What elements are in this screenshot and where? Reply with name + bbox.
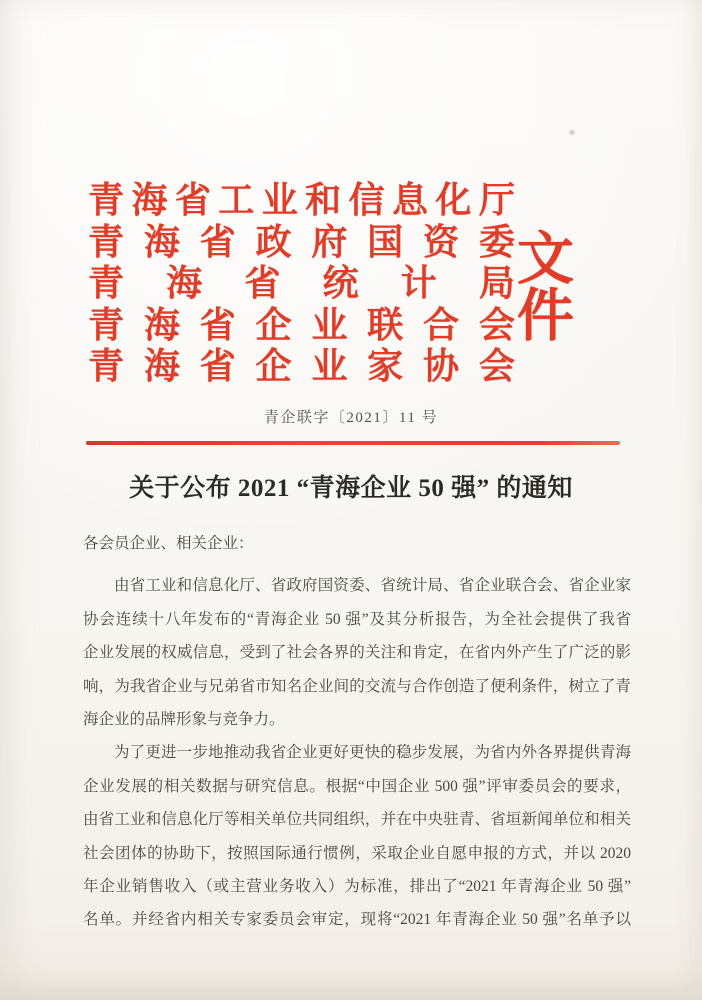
body-text-line: 年企业销售收入（或主营业务收入）为标准，排出了“2021 年青海企业 50 强”	[83, 877, 631, 895]
body-text-line: 社会团体的协助下，按照国际通行惯例，采取企业自愿申报的方式，并以 2020	[83, 844, 631, 862]
scan-artifact-speck	[568, 129, 576, 136]
salutation: 各会员企业、相关企业：	[83, 535, 254, 552]
body-text-line: 由省工业和信息化厅、省政府国资委、省统计局、省企业联合会、省企业家	[114, 577, 631, 595]
body-text-line: 协会连续十八年发布的“青海企业 50 强”及其分析报告，为全社会提供了我省	[83, 610, 631, 628]
paragraphs	[83, 569, 631, 936]
issuing-org-line: 青海省统计局	[88, 263, 515, 303]
issuing-org-line: 青海省政府国资委	[88, 221, 515, 262]
issuing-orgs	[88, 180, 515, 388]
body-text-line: 海企业的品牌形象与竞争力。	[83, 710, 285, 728]
body-text-line: 企业发展的权威信息，受到了社会各界的关注和肯定，在省内外产生了广泛的影	[83, 644, 631, 662]
issuing-org-line: 青海省企业家协会	[88, 346, 515, 386]
issuing-org-line: 青海省企业联合会	[88, 304, 515, 345]
body-text-line: 为了更进一步地推动我省企业更好更快的稳步发展，为省内外各界提供青海	[114, 744, 631, 762]
letterhead	[88, 180, 632, 388]
body-text-line: 名单。并经省内相关专家委员会审定，现将“2021 年青海企业 50 强”名单予以	[83, 911, 631, 929]
body-text-line: 企业发展的相关数据与研究信息。根据“中国企业 500 强”评审委员会的要求，	[83, 777, 631, 795]
body-text-line: 由省工业和信息化厅等相关单位共同组织，并在中央驻青、省垣新闻单位和相关	[83, 811, 631, 829]
body-text-line: 响，为我省企业与兄弟省市知名企业间的交流与合作创造了便利条件，树立了青	[83, 677, 631, 695]
issuing-org-line: 青海省工业和信息化厅	[88, 180, 515, 220]
document-body	[83, 527, 631, 937]
doc-type-label: 文件	[516, 227, 575, 348]
red-divider-line	[86, 441, 620, 445]
doc-number: 青企联字〔2021〕11 号	[263, 410, 439, 426]
document-title: 关于公布 2021 “青海企业 50 强” 的通知	[129, 475, 573, 502]
